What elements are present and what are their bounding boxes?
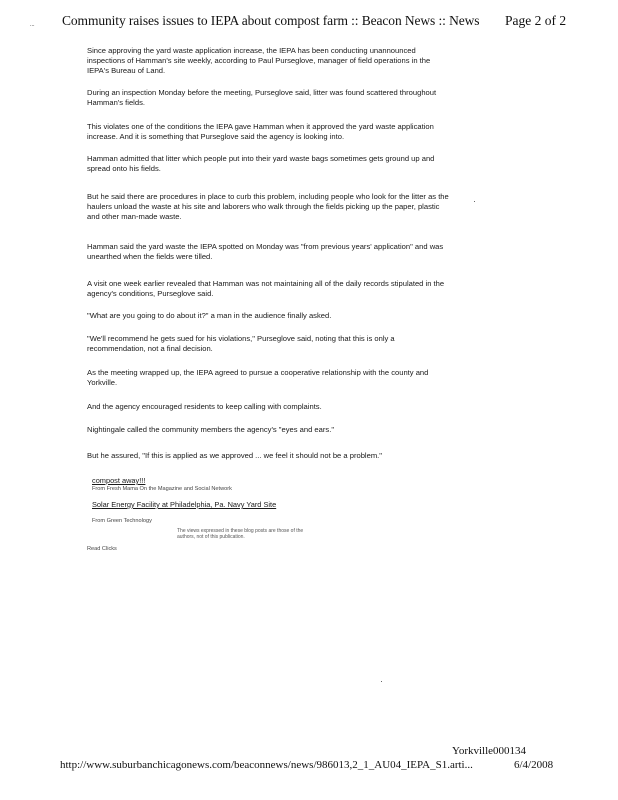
article-paragraph: During an inspection Monday before the meeting, Purseglove said, litter was found scattered throughout Hamman's fields. (87, 88, 437, 108)
article-paragraph: This violates one of the conditions the IEPA gave Hamman when it approved the yard waste application increase. And it is something that Purseglove said the agency is looking into. (87, 122, 434, 142)
article-paragraph: But he said there are procedures in place to curb this problem, including people who look for the litter as the haulers unload the waste at his site and laborers who walk through the fields picking up the paper, plastic and other man-made waste. (87, 192, 449, 222)
blog-disclaimer: The views expressed in these blog posts are those of the authors, not of this publication. (177, 528, 304, 540)
document-id: Yorkville000134 (452, 745, 527, 757)
related-link-solar[interactable]: Solar Energy Facility at Philadelphia, Pa. Navy Yard Site (92, 500, 277, 509)
related-link-source: From Fresh Mama On the Magazine and Social Network (92, 486, 232, 492)
article-paragraph: "We'll recommend he gets sued for his violations," Purseglove said, noting that this is only a recommendation, not a final decision. (87, 334, 395, 354)
related-link-compost[interactable]: compost away!!! (92, 476, 146, 485)
article-paragraph: "What are you going to do about it?" a man in the audience finally asked. (87, 311, 332, 320)
page-title: Community raises issues to IEPA about compost farm :: Beacon News :: News (62, 13, 480, 28)
scan-speck (474, 201, 475, 202)
article-paragraph: Nightingale called the community members the agency's "eyes and ears." (87, 425, 335, 434)
article-paragraph: And the agency encouraged residents to keep calling with complaints. (87, 402, 322, 411)
page-number: Page 2 of 2 (505, 13, 567, 28)
corner-mark: ... (30, 22, 35, 28)
article-body (87, 46, 452, 461)
article-paragraph: A visit one week earlier revealed that Hamman was not maintaining all of the daily records stipulated in the agency's conditions, Purseglove said. (87, 279, 445, 299)
article-paragraph: Since approving the yard waste application increase, the IEPA has been conducting unannounced inspections of Hamman's site weekly, according to Paul Purseglove, manager of field operations in the IEPA's Bureau of Land. (87, 46, 431, 76)
article-paragraph: But he assured, "If this is applied as we approved ... we feel it should not be a problem." (87, 451, 382, 460)
read-clicks-note: Read Clicks (87, 546, 117, 552)
scan-speck (381, 681, 382, 682)
article-paragraph: Hamman said the yard waste the IEPA spotted on Monday was "from previous years' application" and was unearthed when the fields were tilled. (87, 242, 444, 262)
footer-date: 6/4/2008 (514, 759, 554, 771)
article-paragraph: Hamman admitted that litter which people put into their yard waste bags sometimes gets ground up and spread onto his fields. (87, 154, 435, 174)
related-link-source: From Green Technology (92, 518, 152, 524)
article-paragraph: As the meeting wrapped up, the IEPA agreed to pursue a cooperative relationship with the county and Yorkville. (87, 368, 429, 388)
footer-url: http://www.suburbanchicagonews.com/beaconnews/news/986013,2_1_AU04_IEPA_S1.arti... (60, 759, 473, 771)
